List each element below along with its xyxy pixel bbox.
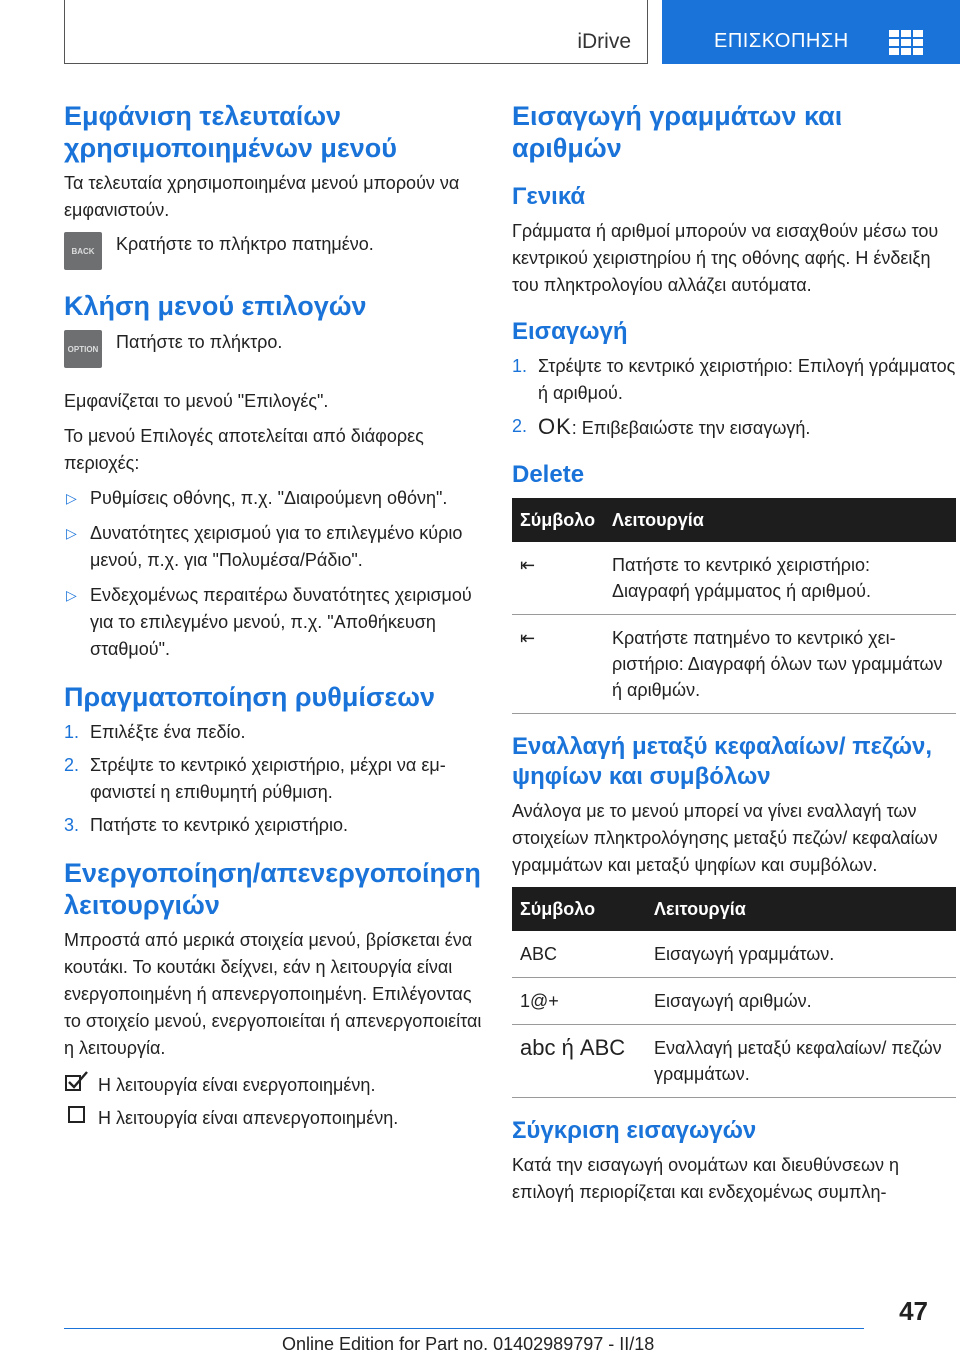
footer-divider [64,1328,864,1329]
list-item: 1. Επιλέξτε ένα πεδίο. [64,722,246,742]
footer-edition: Online Edition for Part no. 01402989797 - II/18 [282,1334,655,1354]
heading-recent-menus: Εμφάνιση τελευταίων χρησιμοποιημένων μενού [64,101,397,163]
entry-steps [512,353,956,442]
heading-text-entry: Εισαγωγή γραμμάτων και αριθμών [512,101,843,163]
list-item: ▷ Ενδεχομένως περαιτέρω δυνατότητες χειρισμού για το επιλεγμένο μενού, π.χ. "Αποθήκευση σταθμού". [64,582,484,663]
heading-settings: Πραγματοποίηση ρυθμίσεων [64,682,435,712]
paragraph-recent-menus: Τα τελευταία χρησιμοποιημένα μενού μπορούν να εμφανιστούν. [64,173,460,220]
table-row: ⇤ Κρατήστε πατημένο το κεντρικό χειριστήριο: Διαγραφή όλων των γραμμάτων ή αριθμών. [512,615,956,714]
tab-overview-label: ΕΠΙΣΚΟΠΗΣΗ [714,30,849,52]
table-row: 1@+ Εισαγωγή αριθμών. [512,978,956,1025]
heading-options-menu: Κλήση μενού επιλογών [64,291,367,321]
table-row: ⇤ Πατήστε το κεντρικό χειριστήριο: Διαγραφή γράμματος ή αριθμού. [512,542,956,615]
triangle-bullet-icon: ▷ [66,490,77,506]
option-key-icon: OPTION [64,330,102,368]
options-bullet-list [64,485,484,663]
heading-toggle-functions: Ενεργοποίηση/απενεργοποίηση λειτουργιών [64,858,481,920]
back-key-row [64,232,484,270]
table-header-symbol: Σύμβολο [512,887,646,931]
paragraph-options-shown: Εμφανίζεται το μενού "Επιλογές". [64,391,329,411]
symbols-table [512,887,956,1098]
table-header-function: Λειτουργία [604,498,956,542]
case-toggle-icon: abc ή ABC [512,1025,646,1098]
left-column [64,100,484,1137]
heading-delete: Delete [512,461,585,488]
back-key-text: Κρατήστε το πλήκτρο πατημένο. [116,234,374,254]
paragraph-case-switch: Ανάλογα με το μενού μπορεί να γίνει εναλλαγή των στοιχείων πληκτρολόγησης μεταξύ πεζών/ κεφαλαίων γραμμάτων και μεταξύ ψηφίων και συμβόλων. [512,801,938,875]
delete-table [512,498,956,714]
back-key-icon: BACK [64,232,102,270]
right-column [512,100,956,1214]
checked-box-icon [64,1070,90,1099]
abc-upper-icon: ABC [512,931,646,978]
ok-icon: OK [538,414,572,439]
triangle-bullet-icon: ▷ [66,525,77,541]
table-header-symbol: Σύμβολο [512,498,604,542]
grid-icon [889,30,923,54]
list-item: 3. Πατήστε το κεντρικό χειριστήριο. [64,815,348,835]
page-number: 47 [899,1296,928,1326]
status-off-text: Η λειτουργία είναι απενεργοποιημένη. [98,1108,399,1128]
section-label: iDrive [577,30,631,53]
table-header-function: Λειτουργία [646,887,956,931]
paragraph-options-areas: Το μενού Επιλογές αποτελείται από διάφορες περιοχές: [64,426,424,473]
status-on-row [64,1070,484,1099]
list-item: 2. OK: Επιβεβαιώστε την εισαγωγή. [512,414,811,439]
delete-icon: ⇤ [512,542,604,615]
list-item: ▷ Δυνατότητες χειρισμού για το επιλεγμένο κύριο μενού, π.χ. για "Πολυμέσα/Ράδιο". [64,520,484,574]
status-off-row [64,1105,484,1131]
heading-entry: Εισαγωγή [512,318,628,345]
list-item: 1. Στρέψτε το κεντρικό χειριστήριο: Επιλογή γράμματος ή αριθμού. [512,356,956,403]
table-row: ABC Εισαγωγή γραμμάτων. [512,931,956,978]
option-key-text: Πατήστε το πλήκτρο. [116,332,283,352]
list-item: ▷ Ρυθμίσεις οθόνης, π.χ. "Διαιρούμενη οθόνη". [64,485,484,512]
triangle-bullet-icon: ▷ [66,587,77,603]
paragraph-general: Γράμματα ή αριθμοί μπορούν να εισαχθούν μέσω του κεντρικού χειριστηρίου ή της οθόνης αφής. Η ένδειξη του πληκτρολογίου αλλάζει αυτόματα. [512,221,939,295]
heading-input-compare: Σύγκριση εισαγωγών [512,1117,757,1144]
heading-case-switch: Εναλλαγή μεταξύ κεφαλαίων/ πεζών, ψηφίων και συμβόλων [512,733,933,790]
paragraph-input-compare: Κατά την εισαγωγή ονομάτων και διευθύνσεων η επιλογή περιορίζεται και ενδεχομένως συμπλη- [512,1155,900,1202]
delete-icon: ⇤ [512,615,604,714]
empty-box-icon [64,1105,90,1131]
list-item: 2. Στρέψτε το κεντρικό χειριστήριο, μέχρι να εμφανιστεί η επιθυμητή ρύθμιση. [64,755,446,802]
tab-overview[interactable] [662,0,960,64]
table-row: abc ή ABC Εναλλαγή μεταξύ κεφαλαίων/ πεζών γραμμάτων. [512,1025,956,1098]
settings-steps [64,719,484,839]
paragraph-toggle-functions: Μπροστά από μερικά στοιχεία μενού, βρίσκεται ένα κουτάκι. Το κουτάκι δείχνει, εάν η λειτουργία είναι ενεργοποιημένη ή απενεργοποιημένη. Επιλέγοντας το στοιχείο μενού, ενεργοποιείται ή απενεργοποιείται η λειτουργία. [64,930,482,1058]
header-frame [64,0,648,64]
heading-general: Γενικά [512,183,586,210]
numbers-symbols-icon: 1@+ [512,978,646,1025]
status-on-text: Η λειτουργία είναι ενεργοποιημένη. [98,1074,376,1095]
option-key-row [64,330,484,368]
